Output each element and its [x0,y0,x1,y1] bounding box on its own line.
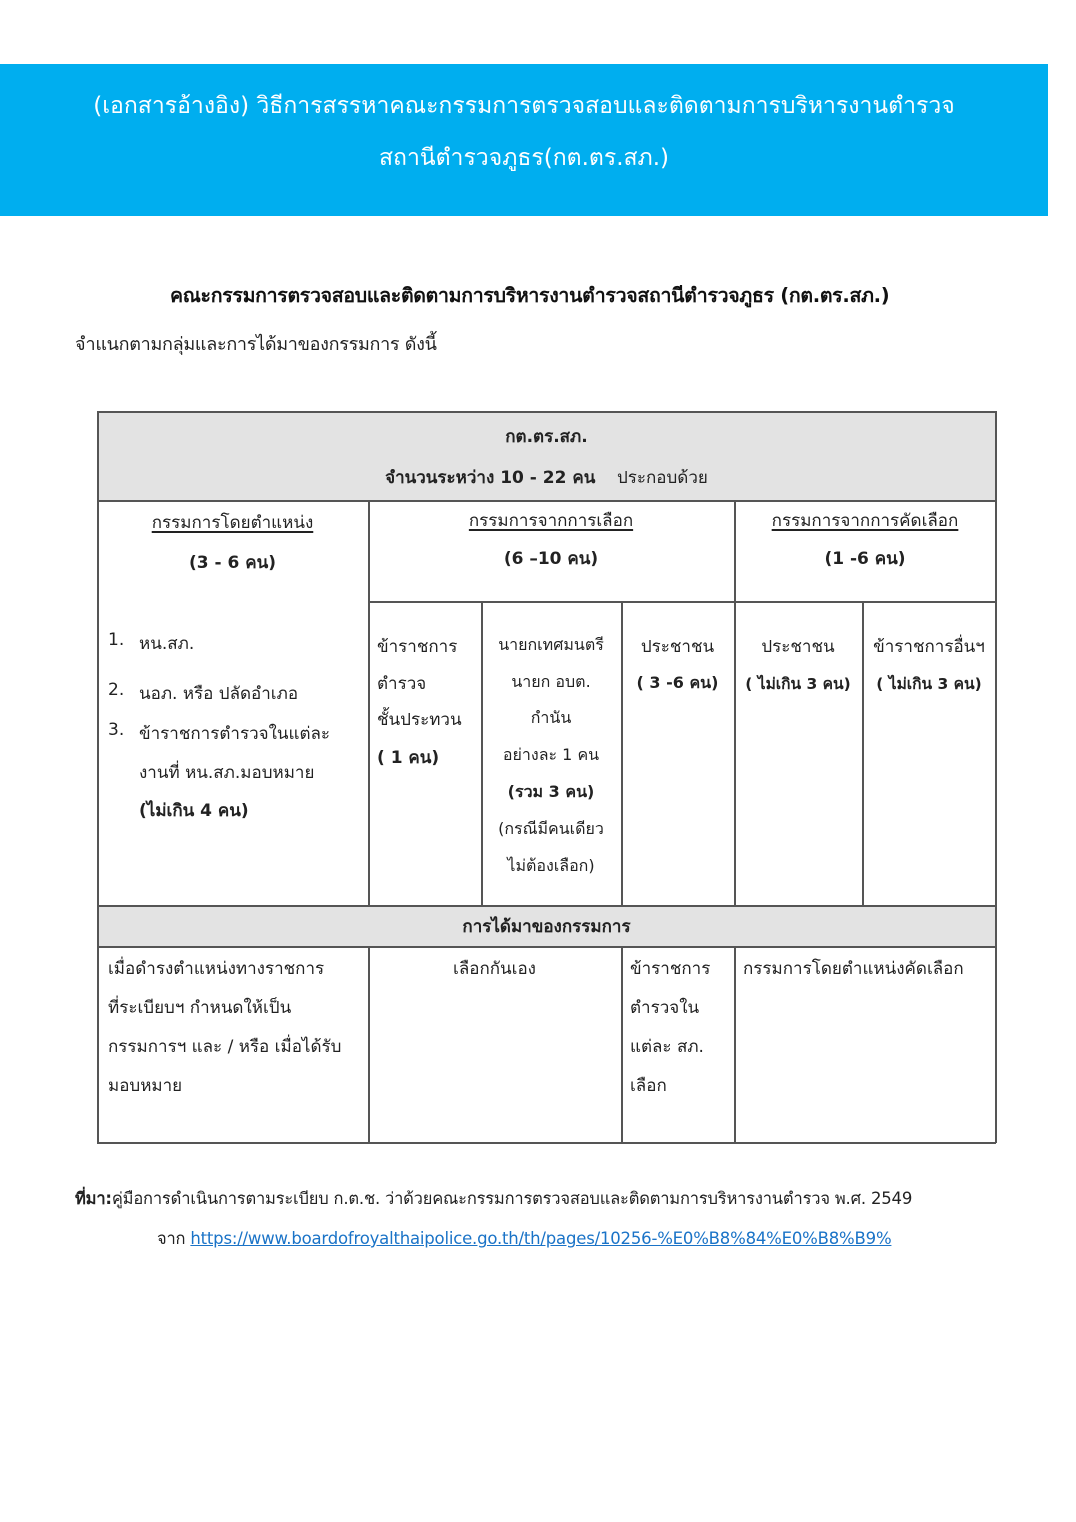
source-link-line [157,1226,891,1252]
group-selected-count: (1 -6 คน) [824,549,906,569]
acquisition-public-line: ตำรวจใน [630,998,700,1018]
member-count-range: จำนวนระหว่าง 10 - 22 คน [385,468,596,488]
source-url-link[interactable]: https://www.boardofroyalthaipolice.go.th/th/pages/10256-%E0%B8%84%E0%B8%B9% [190,1229,892,1248]
table-border [97,411,996,413]
selected-officials-count: ( ไม่เกิน 3 คน) [876,675,982,693]
list-item: ข้าราชการตำรวจในแต่ละ [139,724,331,744]
acquisition-ex-officio-line: กรรมการฯ และ / หรือ เมื่อได้รับ [108,1037,342,1057]
local-leader-line: กำนัน [530,708,572,727]
selected-officials-label: ข้าราชการอื่นฯ [873,637,985,657]
police-count: ( 1 คน) [377,748,440,768]
banner-title-line-2: สถานีตำรวจภูธร(กต.ตร.สภ.) [379,145,669,171]
committee-table [97,411,996,1143]
title-banner [0,64,1048,216]
local-leader-count: (รวม 3 คน) [507,782,595,801]
list-item-note: (ไม่เกิน 4 คน) [139,801,249,821]
local-leader-note: ไม่ต้องเลือก) [507,856,595,875]
group-elected-count: (6 –10 คน) [503,549,599,569]
table-title: กต.ตร.สภ. [505,427,588,447]
list-item: นอภ. หรือ ปลัดอำเภอ [139,684,299,704]
acquisition-elected: เลือกกันเอง [453,959,536,979]
local-leader-note: (กรณีมีคนเดียว [498,819,604,838]
local-leader-line: นายกเทศมนตรี [498,635,604,654]
row-divider [97,500,996,502]
group-selected-label: กรรมการจากการคัดเลือก [771,511,959,531]
selected-public-label: ประชาชน [761,637,835,657]
table-border [97,1142,996,1144]
acquisition-selected: กรรมการโดยตำแหน่งคัดเลือก [743,959,964,979]
row-divider [97,946,996,948]
acquisition-ex-officio-line: เมื่อดำรงตำแหน่งทางราชการ [108,959,325,979]
source-text: คู่มือการดำเนินการตามระเบียบ ก.ต.ช. ว่าด้วยคณะกรรมการตรวจสอบและติดตามการบริหารงานตำรวจ พ.ศ. 2549 [111,1189,913,1208]
police-label-line: ข้าราชการ [377,637,458,657]
police-label-line: ตำรวจ [377,674,427,694]
list-item-continued: งานที่ หน.สภ.มอบหมาย [139,763,315,783]
source-from-label: จาก [157,1229,186,1248]
elected-public-label: ประชาชน [640,637,715,657]
local-leader-line: นายก อบต. [511,672,591,691]
list-item-number: 3. [108,720,125,740]
group-elected-label: กรรมการจากการเลือก [468,511,634,531]
column-divider [734,946,736,1143]
police-label-line: ชั้นประทวน [377,710,462,730]
row-divider [368,601,996,603]
acquisition-ex-officio-line: ที่ระเบียบฯ กำหนดให้เป็น [108,998,292,1018]
table-member-count [97,464,996,491]
list-item-number: 1. [108,630,125,650]
elected-public-count: ( 3 -6 คน) [636,673,719,692]
acquisition-ex-officio-line: มอบหมาย [108,1076,183,1096]
row-divider [97,905,996,907]
acquisition-public-line: ข้าราชการ [630,959,711,979]
acquisition-public-line: เลือก [630,1076,667,1096]
document-subheading: จำแนกตามกลุ่มและการได้มาของกรรมการ ดังนี้ [75,334,437,355]
acquisition-public-line: แต่ละ สภ. [630,1037,704,1057]
group-ex-officio-label: กรรมการโดยตำแหน่ง [151,513,314,533]
group-ex-officio-count: (3 - 6 คน) [188,553,276,573]
banner-title-line-1: (เอกสารอ้างอิง) วิธีการสรรหาคณะกรรมการตรวจสอบและติดตามการบริหารงานตำรวจ [93,93,955,119]
member-count-suffix: ประกอบด้วย [616,468,708,488]
selected-public-count: ( ไม่เกิน 3 คน) [745,675,851,693]
source-citation [75,1186,912,1212]
document-heading: คณะกรรมการตรวจสอบและติดตามการบริหารงานตำรวจสถานีตำรวจภูธร (กต.ตร.สภ.) [170,284,890,307]
list-item: หน.สภ. [139,634,195,654]
source-label: ที่มา: [75,1189,112,1208]
acquisition-title: การได้มาของกรรมการ [462,917,631,937]
column-divider [621,946,623,1143]
local-leader-line: อย่างละ 1 คน [502,745,600,764]
list-item-number: 2. [108,680,125,700]
